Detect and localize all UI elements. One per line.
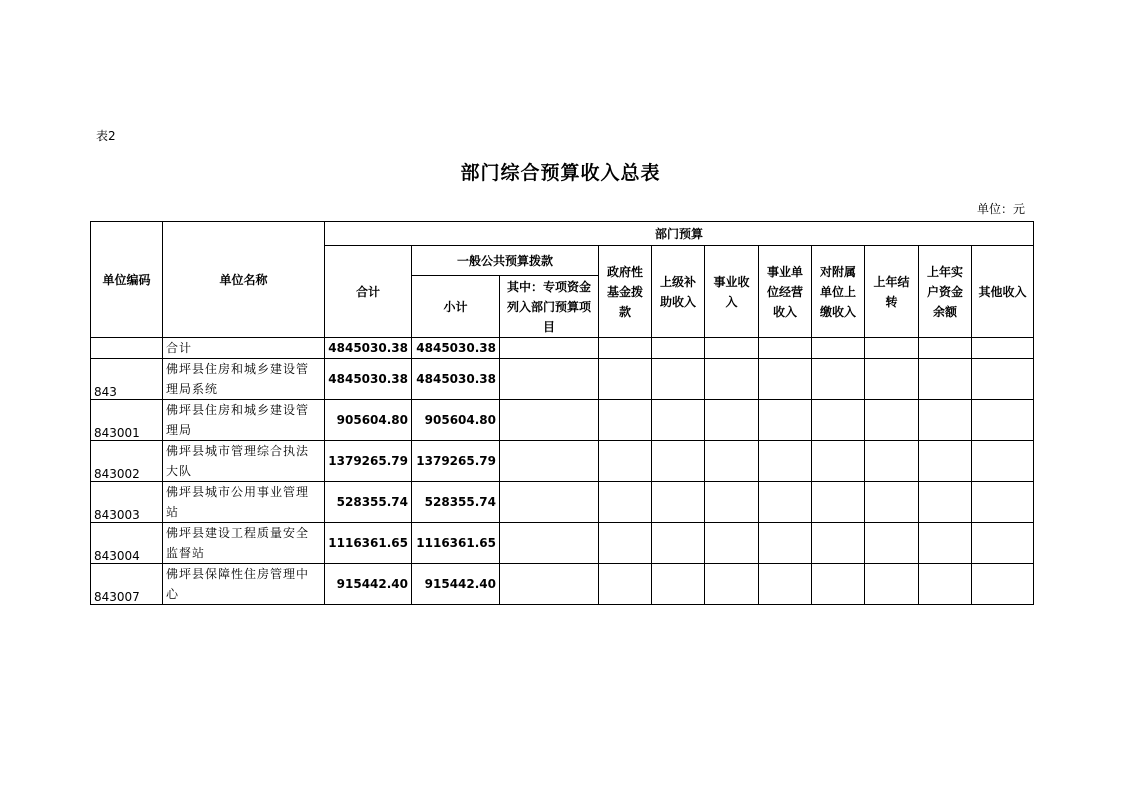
table-row [91,359,1034,400]
cell-empty [972,441,1034,482]
cell-empty [972,482,1034,523]
cell-empty [919,359,972,400]
cell-empty [919,482,972,523]
cell-name: 佛坪县住房和城乡建设管理局系统 [163,359,325,400]
cell-total: 4845030.38 [325,359,412,400]
cell-total: 4845030.38 [325,338,412,359]
table-row [91,523,1034,564]
header-special-funds: 其中：专项资金列入部门预算项目 [500,276,599,338]
cell-name: 佛坪县建设工程质量安全监督站 [163,523,325,564]
cell-empty [759,523,812,564]
cell-empty [705,564,759,605]
cell-name: 合计 [163,338,325,359]
cell-subtotal: 1379265.79 [412,441,500,482]
budget-table [90,221,1034,605]
cell-empty [812,482,865,523]
cell-empty [652,441,705,482]
cell-empty [759,482,812,523]
table-row [91,400,1034,441]
cell-subtotal: 4845030.38 [412,359,500,400]
cell-empty [812,523,865,564]
cell-code [91,338,163,359]
header-prior-balance: 上年实户资金余额 [919,246,972,338]
cell-empty [705,338,759,359]
header-business-operating: 事业单位经营收入 [759,246,812,338]
cell-empty [812,441,865,482]
cell-empty [500,441,599,482]
cell-code: 843004 [91,523,163,564]
cell-total: 528355.74 [325,482,412,523]
table-number-label: 表2 [96,129,116,143]
header-business-income: 事业收入 [705,246,759,338]
cell-name: 佛坪县城市公用事业管理站 [163,482,325,523]
cell-empty [705,400,759,441]
cell-subtotal: 915442.40 [412,564,500,605]
cell-empty [599,400,652,441]
cell-empty [919,338,972,359]
cell-empty [759,400,812,441]
cell-empty [652,482,705,523]
cell-empty [652,359,705,400]
cell-empty [500,482,599,523]
header-subordinate-remit: 对附属单位上缴收入 [812,246,865,338]
table-row [91,441,1034,482]
cell-empty [919,523,972,564]
cell-empty [759,441,812,482]
cell-name: 佛坪县城市管理综合执法大队 [163,441,325,482]
table-row [91,482,1034,523]
cell-empty [599,338,652,359]
cell-total: 915442.40 [325,564,412,605]
cell-empty [652,523,705,564]
cell-empty [599,482,652,523]
header-subtotal: 小计 [412,276,500,338]
cell-empty [500,400,599,441]
cell-empty [865,359,919,400]
cell-empty [599,359,652,400]
cell-empty [705,359,759,400]
cell-empty [500,564,599,605]
cell-empty [865,523,919,564]
cell-empty [599,564,652,605]
cell-empty [599,441,652,482]
header-unit-name: 单位名称 [163,222,325,338]
cell-empty [652,564,705,605]
cell-code: 843001 [91,400,163,441]
unit-label: 单位：元 [976,202,1025,216]
cell-name: 佛坪县住房和城乡建设管理局 [163,400,325,441]
header-gov-fund: 政府性基金拨款 [599,246,652,338]
cell-empty [759,564,812,605]
cell-empty [865,564,919,605]
cell-empty [705,482,759,523]
cell-total: 1379265.79 [325,441,412,482]
cell-empty [972,564,1034,605]
cell-empty [500,359,599,400]
cell-code: 843 [91,359,163,400]
cell-empty [812,564,865,605]
cell-name: 佛坪县保障性住房管理中心 [163,564,325,605]
cell-empty [812,400,865,441]
cell-empty [919,400,972,441]
cell-empty [865,441,919,482]
header-other-income: 其他收入 [972,246,1034,338]
cell-code: 843007 [91,564,163,605]
cell-subtotal: 1116361.65 [412,523,500,564]
cell-empty [865,400,919,441]
cell-empty [972,523,1034,564]
cell-total: 905604.80 [325,400,412,441]
cell-empty [919,441,972,482]
header-dept-budget: 部门预算 [325,222,1034,246]
cell-empty [652,338,705,359]
cell-empty [705,441,759,482]
cell-empty [812,338,865,359]
table-row-total [91,338,1034,359]
cell-empty [972,359,1034,400]
header-unit-code: 单位编码 [91,222,163,338]
header-carryover: 上年结转 [865,246,919,338]
cell-empty [812,359,865,400]
cell-total: 1116361.65 [325,523,412,564]
header-general-public-budget: 一般公共预算拨款 [412,246,599,276]
cell-empty [500,523,599,564]
header-total: 合计 [325,246,412,338]
cell-empty [705,523,759,564]
cell-empty [599,523,652,564]
cell-empty [972,400,1034,441]
page-title: 部门综合预算收入总表 [460,162,661,184]
cell-subtotal: 528355.74 [412,482,500,523]
cell-empty [759,359,812,400]
cell-empty [865,482,919,523]
cell-empty [500,338,599,359]
cell-empty [865,338,919,359]
cell-subtotal: 905604.80 [412,400,500,441]
cell-code: 843002 [91,441,163,482]
header-superior-subsidy: 上级补助收入 [652,246,705,338]
cell-subtotal: 4845030.38 [412,338,500,359]
cell-code: 843003 [91,482,163,523]
cell-empty [919,564,972,605]
cell-empty [652,400,705,441]
cell-empty [759,338,812,359]
table-row [91,564,1034,605]
cell-empty [972,338,1034,359]
